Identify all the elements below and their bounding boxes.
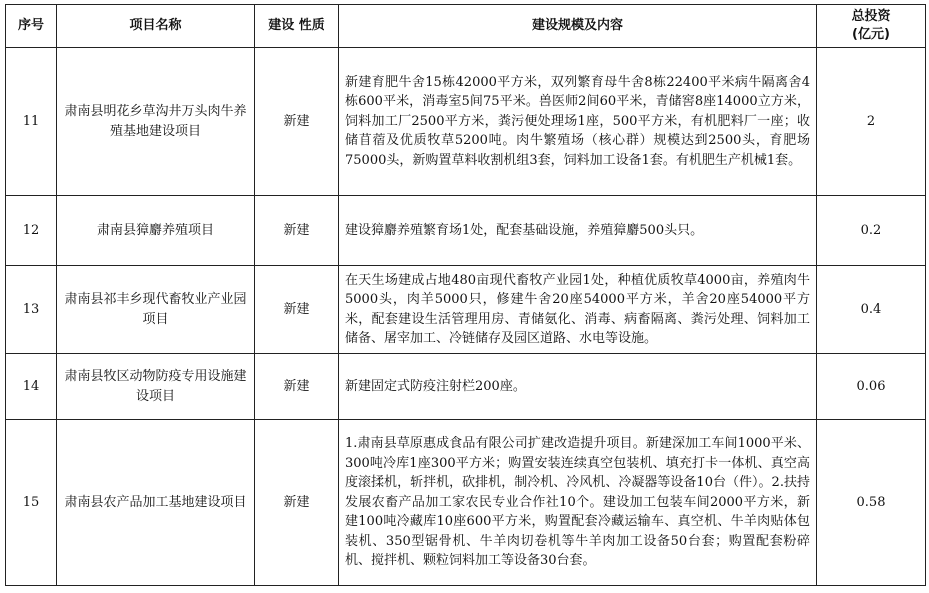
row-investment: 0.58 [817,420,926,586]
table-row [6,196,926,266]
header-investment-line1: 总投资 [851,9,891,24]
row-type: 新建 [255,196,339,266]
table-row [6,354,926,420]
row-content: 新建育肥牛舍15栋42000平方米，双列繁育母牛舍8栋22400平米病牛隔离舍4栋600平米，消毒室5间75平米。兽医师2间60平米，青储窖8座14000立方米，饲料加工厂2500平方米，粪污便处理场1座，500平方米，有机肥料厂一座；收储苜蓿及优质牧草5200吨。肉牛繁殖场（核心群）规模达到2500头，育肥场75000头，新购置草料收割机组3套，饲料加工设备1套。有机肥生产机械1套。 [339,48,817,196]
header-row [6,5,926,48]
row-type: 新建 [255,354,339,420]
row-name: 肃南县牧区动物防疫专用设施建设项目 [57,354,255,420]
row-no: 15 [6,420,57,586]
row-content: 新建固定式防疫注射栏200座。 [339,354,817,420]
row-no: 12 [6,196,57,266]
row-investment: 0.4 [817,266,926,354]
row-type: 新建 [255,266,339,354]
row-investment: 0.06 [817,354,926,420]
row-name: 肃南县明花乡草沟井万头肉牛养殖基地建设项目 [57,48,255,196]
row-content: 建设獐麝养殖繁育场1处，配套基础设施，养殖獐麝500头只。 [339,196,817,266]
row-investment: 0.2 [817,196,926,266]
table-row [6,266,926,354]
header-investment-line2: (亿元) [852,27,890,42]
header-name: 项目名称 [57,5,255,48]
row-type: 新建 [255,48,339,196]
row-no: 13 [6,266,57,354]
table-row [6,420,926,586]
row-name: 肃南县祁丰乡现代畜牧业产业园项目 [57,266,255,354]
row-type: 新建 [255,420,339,586]
project-table [5,4,926,586]
row-no: 14 [6,354,57,420]
row-name: 肃南县农产品加工基地建设项目 [57,420,255,586]
header-investment [817,5,926,48]
row-investment: 2 [817,48,926,196]
table-row [6,48,926,196]
header-content: 建设规模及内容 [339,5,817,48]
header-type: 建设 性质 [255,5,339,48]
row-no: 11 [6,48,57,196]
row-name: 肃南县獐麝养殖项目 [57,196,255,266]
row-content: 在天生场建成占地480亩现代畜牧产业园1处，种植优质牧草4000亩，养殖肉牛5000头，肉羊5000只，修建牛舍20座54000平方米，羊舍20座54000平方米，配套建设生活管理用房、青储氨化、消毒、病畜隔离、粪污处理、饲料加工储备、屠宰加工、冷链储存及园区道路、水电等设施。 [339,266,817,354]
header-no: 序号 [6,5,57,48]
row-content: 1.肃南县草原惠成食品有限公司扩建改造提升项目。新建深加工车间1000平米、300吨冷库1座300平方米；购置安装连续真空包装机、填充打卡一体机、真空高度滚揉机，斩拌机，砍排机，制冷机、冷风机、冷凝器等设备10台（件）。2.扶持发展农畜产品加工家农民专业合作社10个。建设加工包装车间2000平方米，新建100吨冷藏库10座600平方米，购置配套冷藏运输车、真空机、牛羊肉贴体包装机、350型锯骨机、牛羊肉切卷机等牛羊肉加工设备50台套；购置配套粉碎机、搅拌机、颗粒饲料加工等设备30台套。 [339,420,817,586]
